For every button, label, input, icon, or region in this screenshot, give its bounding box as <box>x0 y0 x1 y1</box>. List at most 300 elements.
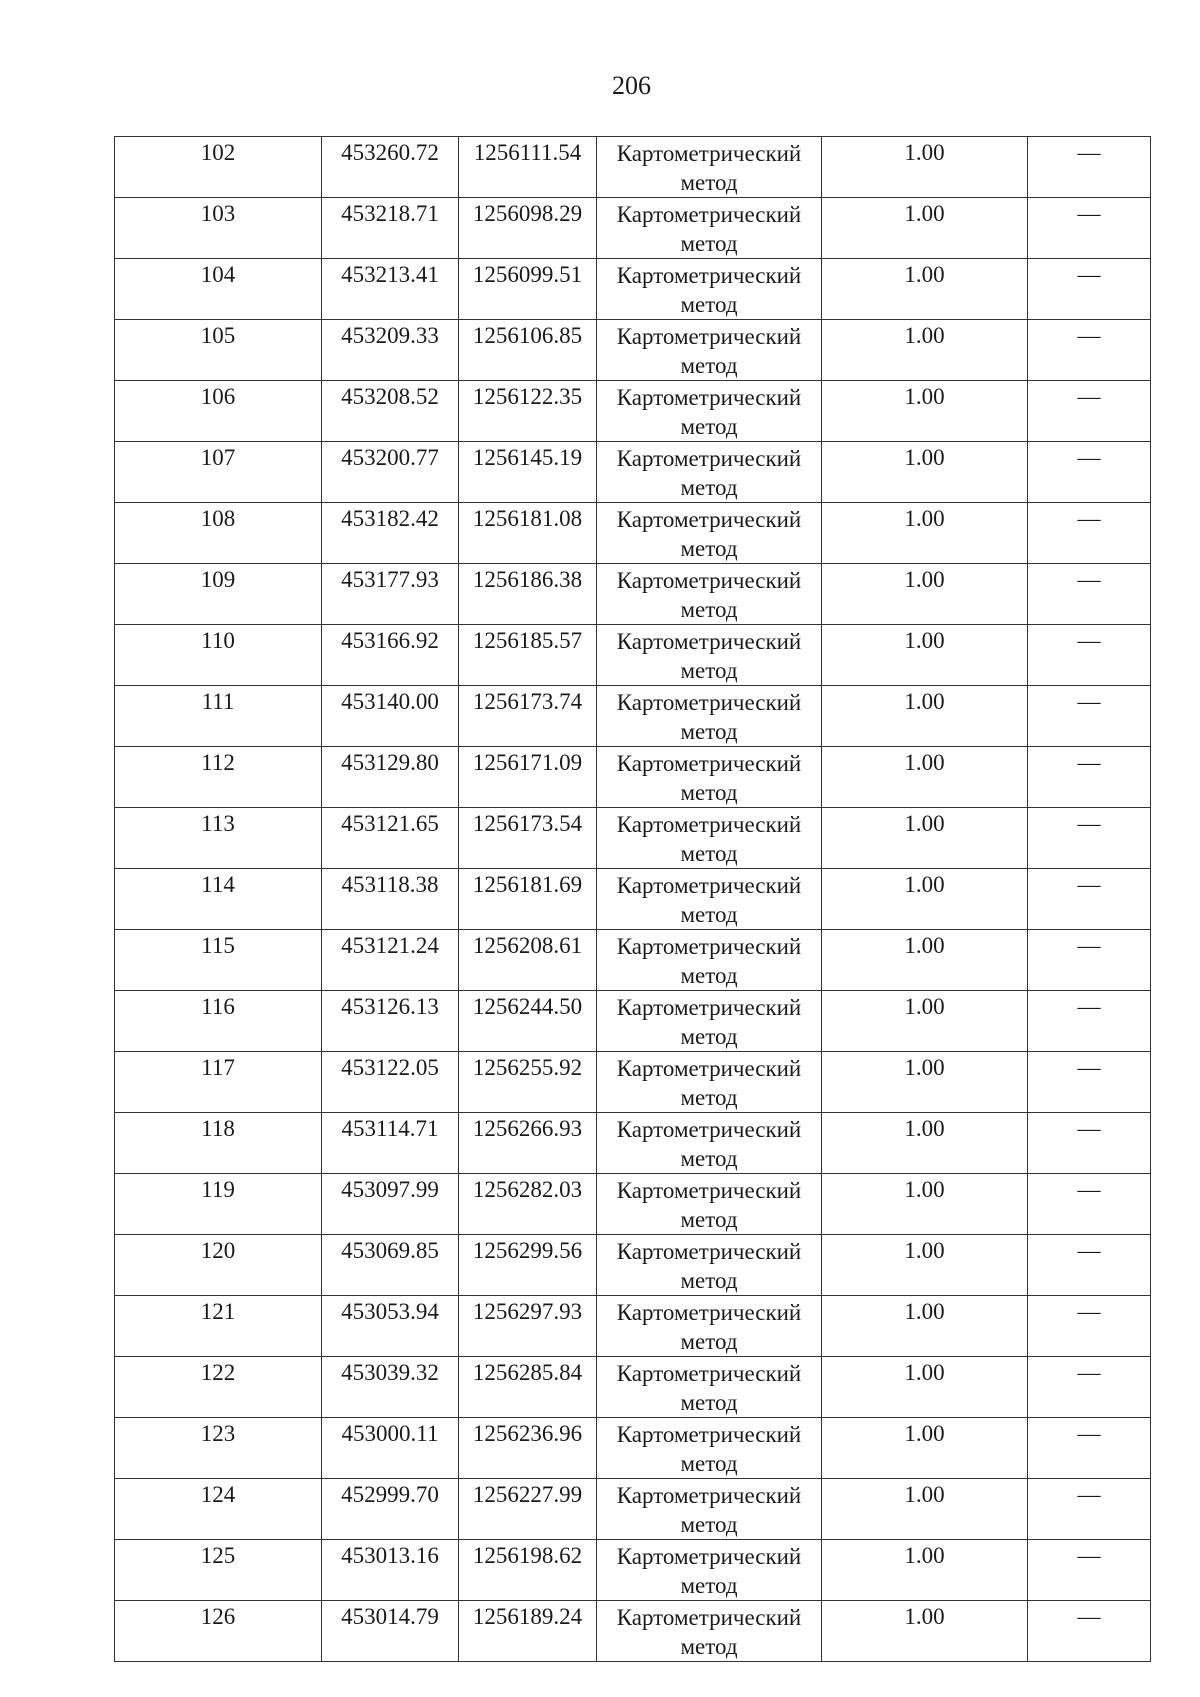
y-coordinate-cell <box>459 686 597 747</box>
point-number-cell-text: 124 <box>200 1482 236 1507</box>
table-row <box>115 320 1151 381</box>
method-cell-text: Картометрический метод <box>616 263 802 317</box>
accuracy-cell-text: 1.00 <box>904 689 945 714</box>
accuracy-cell-text: 1.00 <box>904 506 945 531</box>
x-coordinate-cell <box>322 625 459 686</box>
point-number-cell-text: 103 <box>200 201 236 226</box>
method-cell-text: Картометрический метод <box>616 1483 802 1537</box>
x-coordinate-cell <box>322 1418 459 1479</box>
note-cell-text: — <box>1077 262 1101 287</box>
method-cell-text: Картометрический метод <box>616 1056 802 1110</box>
note-cell-text: — <box>1077 1360 1101 1385</box>
table-row <box>115 1052 1151 1113</box>
note-cell-text: — <box>1077 1238 1101 1263</box>
method-cell-text: Картометрический метод <box>616 446 802 500</box>
note-cell-text: — <box>1077 567 1101 592</box>
x-coordinate-cell <box>322 808 459 869</box>
note-cell-text: — <box>1077 1421 1101 1446</box>
y-coordinate-cell-text: 1256145.19 <box>472 445 583 470</box>
method-cell <box>597 137 822 198</box>
note-cell <box>1028 1113 1151 1174</box>
accuracy-cell <box>822 381 1028 442</box>
y-coordinate-cell <box>459 808 597 869</box>
accuracy-cell-text: 1.00 <box>904 140 945 165</box>
x-coordinate-cell <box>322 320 459 381</box>
accuracy-cell <box>822 503 1028 564</box>
method-cell-text: Картометрический метод <box>616 202 802 256</box>
method-cell <box>597 1540 822 1601</box>
note-cell-text: — <box>1077 750 1101 775</box>
note-cell <box>1028 869 1151 930</box>
x-coordinate-cell <box>322 1296 459 1357</box>
method-cell-text: Картометрический метод <box>616 995 802 1049</box>
table-row <box>115 1296 1151 1357</box>
table-row <box>115 1113 1151 1174</box>
table-row <box>115 259 1151 320</box>
note-cell-text: — <box>1077 1299 1101 1324</box>
accuracy-cell <box>822 1052 1028 1113</box>
accuracy-cell-text: 1.00 <box>904 262 945 287</box>
method-cell-text: Картометрический метод <box>616 141 802 195</box>
page-number: 206 <box>612 71 651 100</box>
y-coordinate-cell-text: 1256171.09 <box>472 750 583 775</box>
y-coordinate-cell-text: 1256173.54 <box>472 811 583 836</box>
y-coordinate-cell-text: 1256297.93 <box>472 1299 583 1324</box>
x-coordinate-cell <box>322 747 459 808</box>
x-coordinate-cell-text: 453014.79 <box>341 1604 439 1629</box>
y-coordinate-cell-text: 1256208.61 <box>472 933 583 958</box>
accuracy-cell-text: 1.00 <box>904 1177 945 1202</box>
y-coordinate-cell <box>459 1235 597 1296</box>
point-number-cell-text: 113 <box>201 811 235 836</box>
y-coordinate-cell-text: 1256185.57 <box>472 628 583 653</box>
coordinates-table <box>114 136 1151 1662</box>
point-number-cell <box>115 1479 322 1540</box>
accuracy-cell <box>822 1540 1028 1601</box>
x-coordinate-cell-text: 453013.16 <box>341 1543 439 1568</box>
method-cell-text: Картометрический метод <box>616 324 802 378</box>
accuracy-cell-text: 1.00 <box>904 1421 945 1446</box>
y-coordinate-cell <box>459 625 597 686</box>
note-cell <box>1028 320 1151 381</box>
accuracy-cell <box>822 320 1028 381</box>
y-coordinate-cell-text: 1256255.92 <box>472 1055 583 1080</box>
y-coordinate-cell <box>459 198 597 259</box>
note-cell <box>1028 1479 1151 1540</box>
note-cell-text: — <box>1077 628 1101 653</box>
accuracy-cell-text: 1.00 <box>904 445 945 470</box>
accuracy-cell-text: 1.00 <box>904 201 945 226</box>
table-row <box>115 1540 1151 1601</box>
x-coordinate-cell-text: 453121.65 <box>341 811 439 836</box>
table-row <box>115 198 1151 259</box>
note-cell <box>1028 747 1151 808</box>
y-coordinate-cell <box>459 930 597 991</box>
accuracy-cell-text: 1.00 <box>904 384 945 409</box>
method-cell <box>597 747 822 808</box>
accuracy-cell-text: 1.00 <box>904 1238 945 1263</box>
accuracy-cell-text: 1.00 <box>904 1299 945 1324</box>
method-cell <box>597 1479 822 1540</box>
accuracy-cell <box>822 1601 1028 1662</box>
point-number-cell <box>115 1235 322 1296</box>
note-cell-text: — <box>1077 445 1101 470</box>
point-number-cell <box>115 1357 322 1418</box>
note-cell-text: — <box>1077 506 1101 531</box>
method-cell <box>597 320 822 381</box>
accuracy-cell <box>822 1174 1028 1235</box>
note-cell-text: — <box>1077 1543 1101 1568</box>
point-number-cell <box>115 564 322 625</box>
y-coordinate-cell <box>459 1113 597 1174</box>
x-coordinate-cell-text: 453166.92 <box>341 628 439 653</box>
point-number-cell-text: 102 <box>200 140 236 165</box>
method-cell-text: Картометрический метод <box>616 629 802 683</box>
note-cell <box>1028 1052 1151 1113</box>
note-cell <box>1028 442 1151 503</box>
y-coordinate-cell-text: 1256173.74 <box>472 689 583 714</box>
accuracy-cell <box>822 198 1028 259</box>
accuracy-cell-text: 1.00 <box>904 933 945 958</box>
accuracy-cell-text: 1.00 <box>904 323 945 348</box>
y-coordinate-cell-text: 1256227.99 <box>472 1482 583 1507</box>
accuracy-cell <box>822 259 1028 320</box>
x-coordinate-cell-text: 453218.71 <box>341 201 439 226</box>
y-coordinate-cell-text: 1256282.03 <box>472 1177 583 1202</box>
accuracy-cell <box>822 564 1028 625</box>
x-coordinate-cell-text: 453097.99 <box>341 1177 439 1202</box>
point-number-cell-text: 121 <box>200 1299 236 1324</box>
point-number-cell-text: 112 <box>201 750 235 775</box>
y-coordinate-cell-text: 1256285.84 <box>472 1360 583 1385</box>
x-coordinate-cell <box>322 1357 459 1418</box>
method-cell <box>597 1601 822 1662</box>
method-cell-text: Картометрический метод <box>616 873 802 927</box>
note-cell <box>1028 625 1151 686</box>
note-cell <box>1028 1418 1151 1479</box>
y-coordinate-cell <box>459 381 597 442</box>
point-number-cell <box>115 991 322 1052</box>
y-coordinate-cell-text: 1256186.38 <box>472 567 583 592</box>
y-coordinate-cell <box>459 442 597 503</box>
table-row <box>115 564 1151 625</box>
table-row <box>115 503 1151 564</box>
point-number-cell <box>115 1418 322 1479</box>
x-coordinate-cell <box>322 686 459 747</box>
method-cell-text: Картометрический метод <box>616 751 802 805</box>
y-coordinate-cell-text: 1256098.29 <box>472 201 583 226</box>
point-number-cell-text: 126 <box>200 1604 236 1629</box>
table-row <box>115 1235 1151 1296</box>
accuracy-cell <box>822 137 1028 198</box>
method-cell <box>597 625 822 686</box>
note-cell <box>1028 808 1151 869</box>
y-coordinate-cell <box>459 320 597 381</box>
y-coordinate-cell <box>459 1418 597 1479</box>
note-cell <box>1028 930 1151 991</box>
accuracy-cell <box>822 686 1028 747</box>
x-coordinate-cell <box>322 259 459 320</box>
accuracy-cell-text: 1.00 <box>904 750 945 775</box>
point-number-cell <box>115 1113 322 1174</box>
method-cell <box>597 564 822 625</box>
table-row <box>115 625 1151 686</box>
method-cell <box>597 808 822 869</box>
note-cell <box>1028 564 1151 625</box>
x-coordinate-cell-text: 453200.77 <box>341 445 439 470</box>
point-number-cell-text: 105 <box>200 323 236 348</box>
accuracy-cell <box>822 808 1028 869</box>
accuracy-cell <box>822 930 1028 991</box>
point-number-cell <box>115 747 322 808</box>
table-row <box>115 991 1151 1052</box>
note-cell <box>1028 1601 1151 1662</box>
point-number-cell-text: 106 <box>200 384 236 409</box>
accuracy-cell-text: 1.00 <box>904 1604 945 1629</box>
method-cell <box>597 1174 822 1235</box>
x-coordinate-cell-text: 453182.42 <box>341 506 439 531</box>
point-number-cell <box>115 259 322 320</box>
method-cell <box>597 686 822 747</box>
point-number-cell <box>115 381 322 442</box>
point-number-cell-text: 109 <box>200 567 236 592</box>
point-number-cell-text: 104 <box>200 262 236 287</box>
point-number-cell <box>115 686 322 747</box>
method-cell-text: Картометрический метод <box>616 1178 802 1232</box>
accuracy-cell-text: 1.00 <box>904 811 945 836</box>
note-cell-text: — <box>1077 994 1101 1019</box>
x-coordinate-cell <box>322 930 459 991</box>
point-number-cell-text: 122 <box>200 1360 236 1385</box>
note-cell-text: — <box>1077 140 1101 165</box>
table-row <box>115 1479 1151 1540</box>
accuracy-cell <box>822 1235 1028 1296</box>
x-coordinate-cell-text: 453213.41 <box>341 262 439 287</box>
point-number-cell <box>115 198 322 259</box>
accuracy-cell-text: 1.00 <box>904 872 945 897</box>
note-cell <box>1028 198 1151 259</box>
x-coordinate-cell <box>322 1235 459 1296</box>
table-row <box>115 442 1151 503</box>
method-cell-text: Картометрический метод <box>616 1239 802 1293</box>
point-number-cell-text: 120 <box>200 1238 236 1263</box>
coordinates-table-body <box>115 137 1151 1662</box>
y-coordinate-cell <box>459 137 597 198</box>
note-cell <box>1028 381 1151 442</box>
point-number-cell-text: 118 <box>201 1116 235 1141</box>
x-coordinate-cell <box>322 564 459 625</box>
accuracy-cell <box>822 1357 1028 1418</box>
y-coordinate-cell <box>459 564 597 625</box>
x-coordinate-cell <box>322 381 459 442</box>
point-number-cell <box>115 869 322 930</box>
note-cell <box>1028 1174 1151 1235</box>
accuracy-cell-text: 1.00 <box>904 994 945 1019</box>
method-cell <box>597 1357 822 1418</box>
accuracy-cell-text: 1.00 <box>904 1116 945 1141</box>
point-number-cell <box>115 1540 322 1601</box>
x-coordinate-cell <box>322 1052 459 1113</box>
x-coordinate-cell-text: 452999.70 <box>341 1482 439 1507</box>
point-number-cell-text: 115 <box>201 933 235 958</box>
y-coordinate-cell <box>459 747 597 808</box>
x-coordinate-cell-text: 453260.72 <box>341 140 439 165</box>
table-row <box>115 686 1151 747</box>
y-coordinate-cell-text: 1256189.24 <box>472 1604 583 1629</box>
x-coordinate-cell <box>322 1601 459 1662</box>
y-coordinate-cell-text: 1256266.93 <box>472 1116 583 1141</box>
note-cell <box>1028 1540 1151 1601</box>
point-number-cell <box>115 503 322 564</box>
x-coordinate-cell-text: 453209.33 <box>341 323 439 348</box>
note-cell <box>1028 1235 1151 1296</box>
point-number-cell-text: 107 <box>200 445 236 470</box>
method-cell-text: Картометрический метод <box>616 812 802 866</box>
accuracy-cell-text: 1.00 <box>904 1055 945 1080</box>
y-coordinate-cell <box>459 1052 597 1113</box>
method-cell-text: Картометрический метод <box>616 1422 802 1476</box>
point-number-cell <box>115 1174 322 1235</box>
y-coordinate-cell-text: 1256106.85 <box>472 323 583 348</box>
note-cell <box>1028 991 1151 1052</box>
x-coordinate-cell-text: 453121.24 <box>341 933 439 958</box>
accuracy-cell-text: 1.00 <box>904 567 945 592</box>
method-cell-text: Картометрический метод <box>616 1300 802 1354</box>
x-coordinate-cell <box>322 503 459 564</box>
method-cell-text: Картометрический метод <box>616 690 802 744</box>
y-coordinate-cell <box>459 869 597 930</box>
method-cell-text: Картометрический метод <box>616 1605 802 1659</box>
method-cell-text: Картометрический метод <box>616 1361 802 1415</box>
x-coordinate-cell-text: 453208.52 <box>341 384 439 409</box>
x-coordinate-cell-text: 453053.94 <box>341 1299 439 1324</box>
table-row <box>115 869 1151 930</box>
x-coordinate-cell-text: 453140.00 <box>341 689 439 714</box>
accuracy-cell <box>822 1296 1028 1357</box>
accuracy-cell-text: 1.00 <box>904 1543 945 1568</box>
note-cell <box>1028 259 1151 320</box>
x-coordinate-cell <box>322 1174 459 1235</box>
y-coordinate-cell-text: 1256181.08 <box>472 506 583 531</box>
point-number-cell <box>115 1601 322 1662</box>
point-number-cell-text: 116 <box>201 994 235 1019</box>
method-cell <box>597 1052 822 1113</box>
note-cell-text: — <box>1077 1055 1101 1080</box>
method-cell-text: Картометрический метод <box>616 1117 802 1171</box>
point-number-cell <box>115 442 322 503</box>
accuracy-cell <box>822 991 1028 1052</box>
y-coordinate-cell <box>459 1601 597 1662</box>
x-coordinate-cell-text: 453177.93 <box>341 567 439 592</box>
point-number-cell <box>115 1296 322 1357</box>
accuracy-cell-text: 1.00 <box>904 1482 945 1507</box>
table-row <box>115 137 1151 198</box>
x-coordinate-cell <box>322 869 459 930</box>
table-row <box>115 1357 1151 1418</box>
method-cell-text: Картометрический метод <box>616 385 802 439</box>
point-number-cell <box>115 808 322 869</box>
x-coordinate-cell <box>322 1113 459 1174</box>
accuracy-cell <box>822 747 1028 808</box>
y-coordinate-cell <box>459 1174 597 1235</box>
point-number-cell-text: 125 <box>200 1543 236 1568</box>
point-number-cell-text: 111 <box>201 689 235 714</box>
note-cell-text: — <box>1077 811 1101 836</box>
table-row <box>115 381 1151 442</box>
x-coordinate-cell-text: 453000.11 <box>341 1421 439 1446</box>
y-coordinate-cell-text: 1256236.96 <box>472 1421 583 1446</box>
table-row <box>115 930 1151 991</box>
accuracy-cell-text: 1.00 <box>904 1360 945 1385</box>
x-coordinate-cell-text: 453039.32 <box>341 1360 439 1385</box>
note-cell <box>1028 503 1151 564</box>
y-coordinate-cell <box>459 1540 597 1601</box>
table-row <box>115 1174 1151 1235</box>
accuracy-cell-text: 1.00 <box>904 628 945 653</box>
accuracy-cell <box>822 442 1028 503</box>
method-cell <box>597 1113 822 1174</box>
method-cell-text: Картометрический метод <box>616 934 802 988</box>
note-cell-text: — <box>1077 1604 1101 1629</box>
point-number-cell <box>115 137 322 198</box>
x-coordinate-cell <box>322 198 459 259</box>
x-coordinate-cell <box>322 1479 459 1540</box>
point-number-cell-text: 119 <box>201 1177 235 1202</box>
table-row <box>115 808 1151 869</box>
y-coordinate-cell-text: 1256111.54 <box>473 140 582 165</box>
x-coordinate-cell-text: 453129.80 <box>341 750 439 775</box>
y-coordinate-cell <box>459 259 597 320</box>
accuracy-cell <box>822 1113 1028 1174</box>
note-cell <box>1028 137 1151 198</box>
x-coordinate-cell-text: 453114.71 <box>341 1116 439 1141</box>
point-number-cell <box>115 1052 322 1113</box>
x-coordinate-cell <box>322 442 459 503</box>
method-cell <box>597 869 822 930</box>
y-coordinate-cell-text: 1256099.51 <box>472 262 583 287</box>
method-cell <box>597 991 822 1052</box>
y-coordinate-cell <box>459 1296 597 1357</box>
y-coordinate-cell-text: 1256122.35 <box>472 384 583 409</box>
method-cell <box>597 1235 822 1296</box>
y-coordinate-cell-text: 1256244.50 <box>472 994 583 1019</box>
method-cell-text: Картометрический метод <box>616 1544 802 1598</box>
y-coordinate-cell <box>459 991 597 1052</box>
y-coordinate-cell-text: 1256181.69 <box>472 872 583 897</box>
method-cell <box>597 503 822 564</box>
note-cell <box>1028 1296 1151 1357</box>
x-coordinate-cell <box>322 991 459 1052</box>
x-coordinate-cell-text: 453069.85 <box>341 1238 439 1263</box>
y-coordinate-cell-text: 1256198.62 <box>472 1543 583 1568</box>
x-coordinate-cell-text: 453122.05 <box>341 1055 439 1080</box>
note-cell-text: — <box>1077 384 1101 409</box>
x-coordinate-cell-text: 453118.38 <box>341 872 439 897</box>
x-coordinate-cell <box>322 1540 459 1601</box>
table-row <box>115 1601 1151 1662</box>
note-cell <box>1028 1357 1151 1418</box>
accuracy-cell <box>822 1479 1028 1540</box>
point-number-cell-text: 117 <box>201 1055 235 1080</box>
method-cell <box>597 442 822 503</box>
note-cell-text: — <box>1077 323 1101 348</box>
x-coordinate-cell <box>322 137 459 198</box>
y-coordinate-cell <box>459 503 597 564</box>
y-coordinate-cell <box>459 1479 597 1540</box>
table-row <box>115 1418 1151 1479</box>
point-number-cell-text: 110 <box>201 628 235 653</box>
accuracy-cell <box>822 625 1028 686</box>
